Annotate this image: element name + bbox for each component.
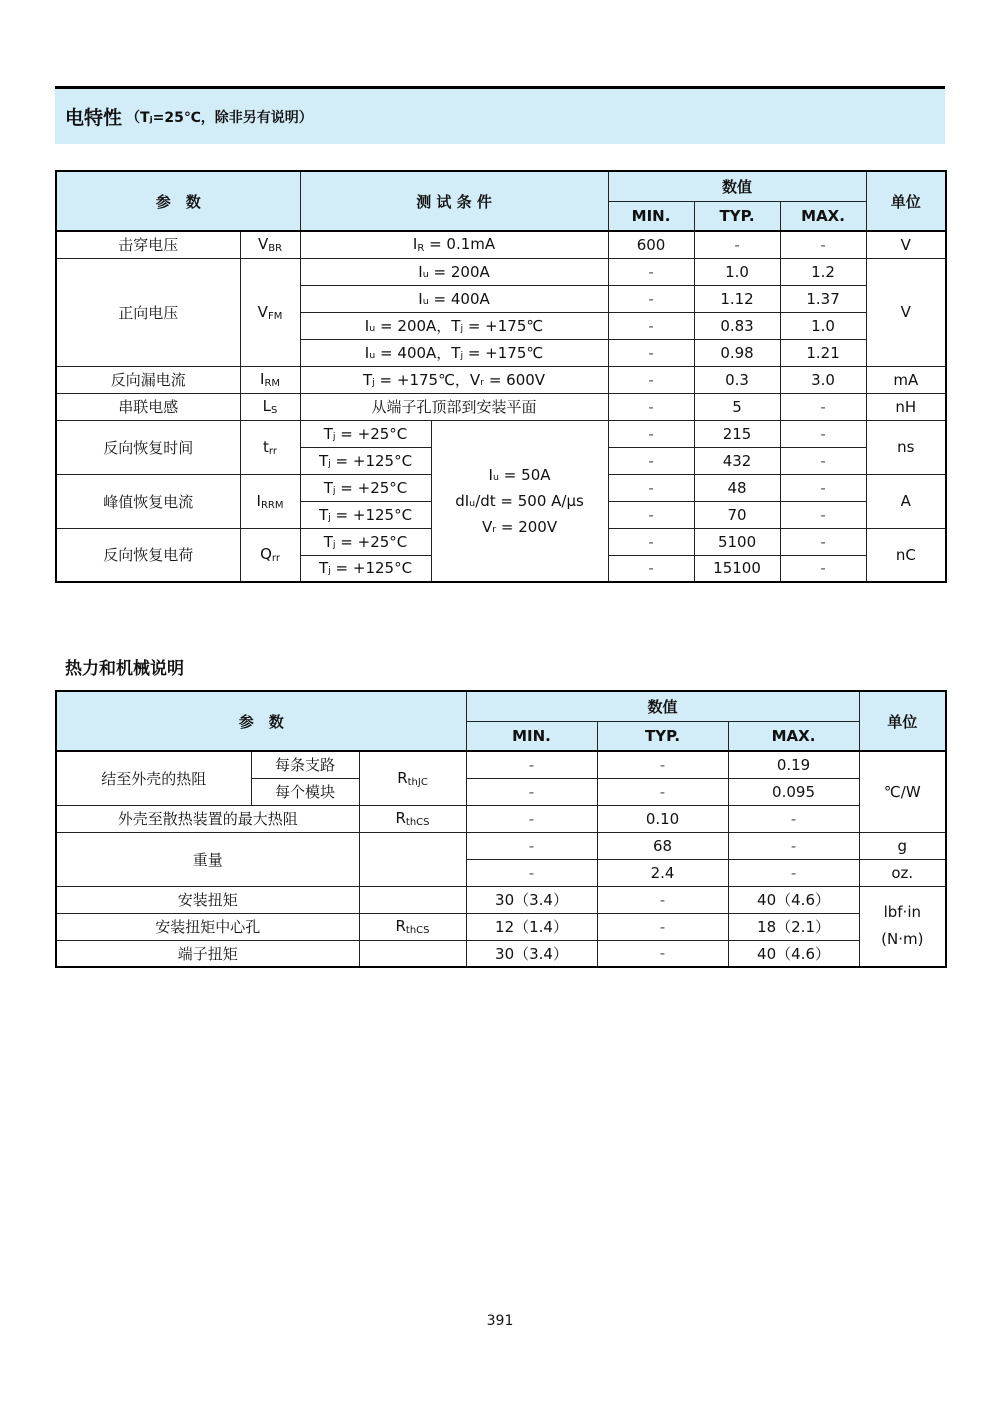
max-value: 40（4.6） [728, 940, 859, 967]
min-header: MIN. [466, 721, 597, 751]
typ-value: 68 [597, 832, 728, 859]
condition: Iᵤ = 400A [300, 285, 608, 312]
typ-value: 215 [694, 420, 780, 447]
unit-line: lbf·in [883, 903, 921, 922]
max-header: MAX. [728, 721, 859, 751]
temp-condition: Tⱼ = +125°C [300, 447, 431, 474]
unit: g [859, 832, 946, 859]
max-value: 0.095 [728, 778, 859, 805]
max-value: - [728, 805, 859, 832]
min-value: - [608, 393, 694, 420]
min-value: - [608, 474, 694, 501]
typ-value: - [597, 778, 728, 805]
condition: Iᵤ = 200A [300, 258, 608, 285]
param-name: 击穿电压 [56, 231, 240, 258]
shared-cond-line: Iᵤ = 50A [488, 465, 551, 484]
unit: V [866, 231, 946, 258]
symbol: $t_{rr}$ [240, 420, 300, 474]
unit: ns [866, 420, 946, 474]
param-name: 重量 [56, 832, 359, 886]
table-row [56, 258, 946, 285]
table-row [56, 231, 946, 258]
temp-condition: Tⱼ = +25°C [300, 420, 431, 447]
min-value: - [608, 447, 694, 474]
min-value: - [608, 366, 694, 393]
typ-value: 0.10 [597, 805, 728, 832]
table-row [56, 940, 946, 967]
table-row [56, 913, 946, 940]
unit-line: (N·m) [881, 930, 924, 949]
temp-condition: Tⱼ = +125°C [300, 555, 431, 582]
unit: A [866, 474, 946, 528]
min-value: - [466, 751, 597, 778]
symbol [359, 832, 466, 886]
max-value: 18（2.1） [728, 913, 859, 940]
min-value: - [608, 420, 694, 447]
table-row [56, 366, 946, 393]
section-condition: （Tⱼ=25℃，除非另有说明） [126, 109, 313, 126]
max-value: 1.37 [780, 285, 866, 312]
min-value: 30（3.4） [466, 940, 597, 967]
symbol: $V_{BR}$ [240, 231, 300, 258]
typ-value: 432 [694, 447, 780, 474]
max-value: - [780, 555, 866, 582]
max-header: MAX. [780, 201, 866, 231]
min-value: 600 [608, 231, 694, 258]
table-row [56, 886, 946, 913]
condition: 从端子孔顶部到安装平面 [300, 393, 608, 420]
min-value: - [608, 285, 694, 312]
symbol [359, 886, 466, 913]
condition: Tⱼ = +175℃，Vᵣ = 600V [300, 366, 608, 393]
unit: oz. [859, 859, 946, 886]
typ-header: TYP. [694, 201, 780, 231]
typ-value: 48 [694, 474, 780, 501]
unit: nC [866, 528, 946, 582]
max-value: - [780, 528, 866, 555]
min-value: - [466, 832, 597, 859]
min-value: 30（3.4） [466, 886, 597, 913]
param-name: 安装扭矩 [56, 886, 359, 913]
sub-param-name: 每个模块 [251, 778, 359, 805]
typ-value: 0.3 [694, 366, 780, 393]
max-value: - [780, 447, 866, 474]
min-value: - [608, 555, 694, 582]
values-header: 数值 [466, 691, 859, 721]
symbol: $R_{thCS}$ [359, 913, 466, 940]
section-title: 电特性 [65, 107, 123, 129]
min-value: - [608, 258, 694, 285]
symbol [359, 940, 466, 967]
max-value: 0.19 [728, 751, 859, 778]
typ-value: 1.0 [694, 258, 780, 285]
param-name: 安装扭矩中心孔 [56, 913, 359, 940]
values-header: 数值 [608, 171, 866, 201]
min-value: - [608, 528, 694, 555]
symbol: $Q_{rr}$ [240, 528, 300, 582]
unit: nH [866, 393, 946, 420]
typ-value: 1.12 [694, 285, 780, 312]
symbol: $I_{RRM}$ [240, 474, 300, 528]
unit-header: 单位 [859, 691, 946, 751]
typ-value: 0.83 [694, 312, 780, 339]
typ-value: - [597, 886, 728, 913]
min-value: - [608, 501, 694, 528]
typ-value: 70 [694, 501, 780, 528]
temp-condition: Tⱼ = +125°C [300, 501, 431, 528]
unit: ℃/W [859, 751, 946, 832]
max-value: - [780, 420, 866, 447]
symbol: $R_{thJC}$ [359, 751, 466, 805]
param-header: 参 数 [56, 171, 300, 231]
typ-value: 15100 [694, 555, 780, 582]
typ-value: - [597, 940, 728, 967]
min-header: MIN. [608, 201, 694, 231]
unit: mA [866, 366, 946, 393]
condition: $I_R = 0.1mA$ [300, 231, 608, 258]
unit-header: 单位 [866, 171, 946, 231]
symbol: $R_{thCS}$ [359, 805, 466, 832]
typ-value: - [597, 913, 728, 940]
table-row [56, 420, 946, 447]
table-row [56, 393, 946, 420]
min-value: - [466, 859, 597, 886]
electrical-characteristics-table [55, 170, 947, 583]
min-value: - [608, 339, 694, 366]
temp-condition: Tⱼ = +25°C [300, 474, 431, 501]
param-name: 结至外壳的热阻 [56, 751, 251, 805]
typ-header: TYP. [597, 721, 728, 751]
sub-param-name: 每条支路 [251, 751, 359, 778]
param-name: 反向恢复时间 [56, 420, 240, 474]
table-row [56, 805, 946, 832]
typ-value: - [597, 751, 728, 778]
condition: Iᵤ = 400A，Tⱼ = +175℃ [300, 339, 608, 366]
shared-test-condition [431, 420, 608, 582]
param-header: 参 数 [56, 691, 466, 751]
table-row [56, 832, 946, 859]
symbol: $V_{FM}$ [240, 258, 300, 366]
max-value: - [728, 832, 859, 859]
table-row [56, 751, 946, 778]
page-number: 391 [486, 1313, 514, 1329]
max-value: 40（4.6） [728, 886, 859, 913]
max-value: 3.0 [780, 366, 866, 393]
typ-value: 5100 [694, 528, 780, 555]
condition: Iᵤ = 200A，Tⱼ = +175℃ [300, 312, 608, 339]
min-value: - [466, 778, 597, 805]
max-value: - [780, 501, 866, 528]
min-value: - [608, 312, 694, 339]
max-value: 1.21 [780, 339, 866, 366]
param-name: 反向恢复电荷 [56, 528, 240, 582]
unit [859, 886, 946, 967]
typ-value: 0.98 [694, 339, 780, 366]
min-value: 12（1.4） [466, 913, 597, 940]
param-name: 反向漏电流 [56, 366, 240, 393]
param-name: 端子扭矩 [56, 940, 359, 967]
condition-header: 测 试 条 件 [300, 171, 608, 231]
max-value: 1.2 [780, 258, 866, 285]
param-name: 峰值恢复电流 [56, 474, 240, 528]
max-value: - [780, 474, 866, 501]
max-value: - [780, 231, 866, 258]
param-name: 串联电感 [56, 393, 240, 420]
shared-cond-line: Vᵣ = 200V [481, 517, 558, 536]
typ-value: 2.4 [597, 859, 728, 886]
param-name: 外壳至散热装置的最大热阻 [56, 805, 359, 832]
max-value: 1.0 [780, 312, 866, 339]
typ-value: - [694, 231, 780, 258]
shared-cond-line: dIᵤ/dt = 500 A/μs [455, 491, 584, 510]
max-value: - [728, 859, 859, 886]
max-value: - [780, 393, 866, 420]
section-title-thermal: 热力和机械说明 [65, 659, 184, 679]
thermal-mechanical-table [55, 690, 947, 968]
symbol: $L_S$ [240, 393, 300, 420]
typ-value: 5 [694, 393, 780, 420]
param-name: 正向电压 [56, 258, 240, 366]
symbol: $I_{RM}$ [240, 366, 300, 393]
temp-condition: Tⱼ = +25°C [300, 528, 431, 555]
unit: V [866, 258, 946, 366]
section-header-bar [55, 86, 945, 144]
min-value: - [466, 805, 597, 832]
